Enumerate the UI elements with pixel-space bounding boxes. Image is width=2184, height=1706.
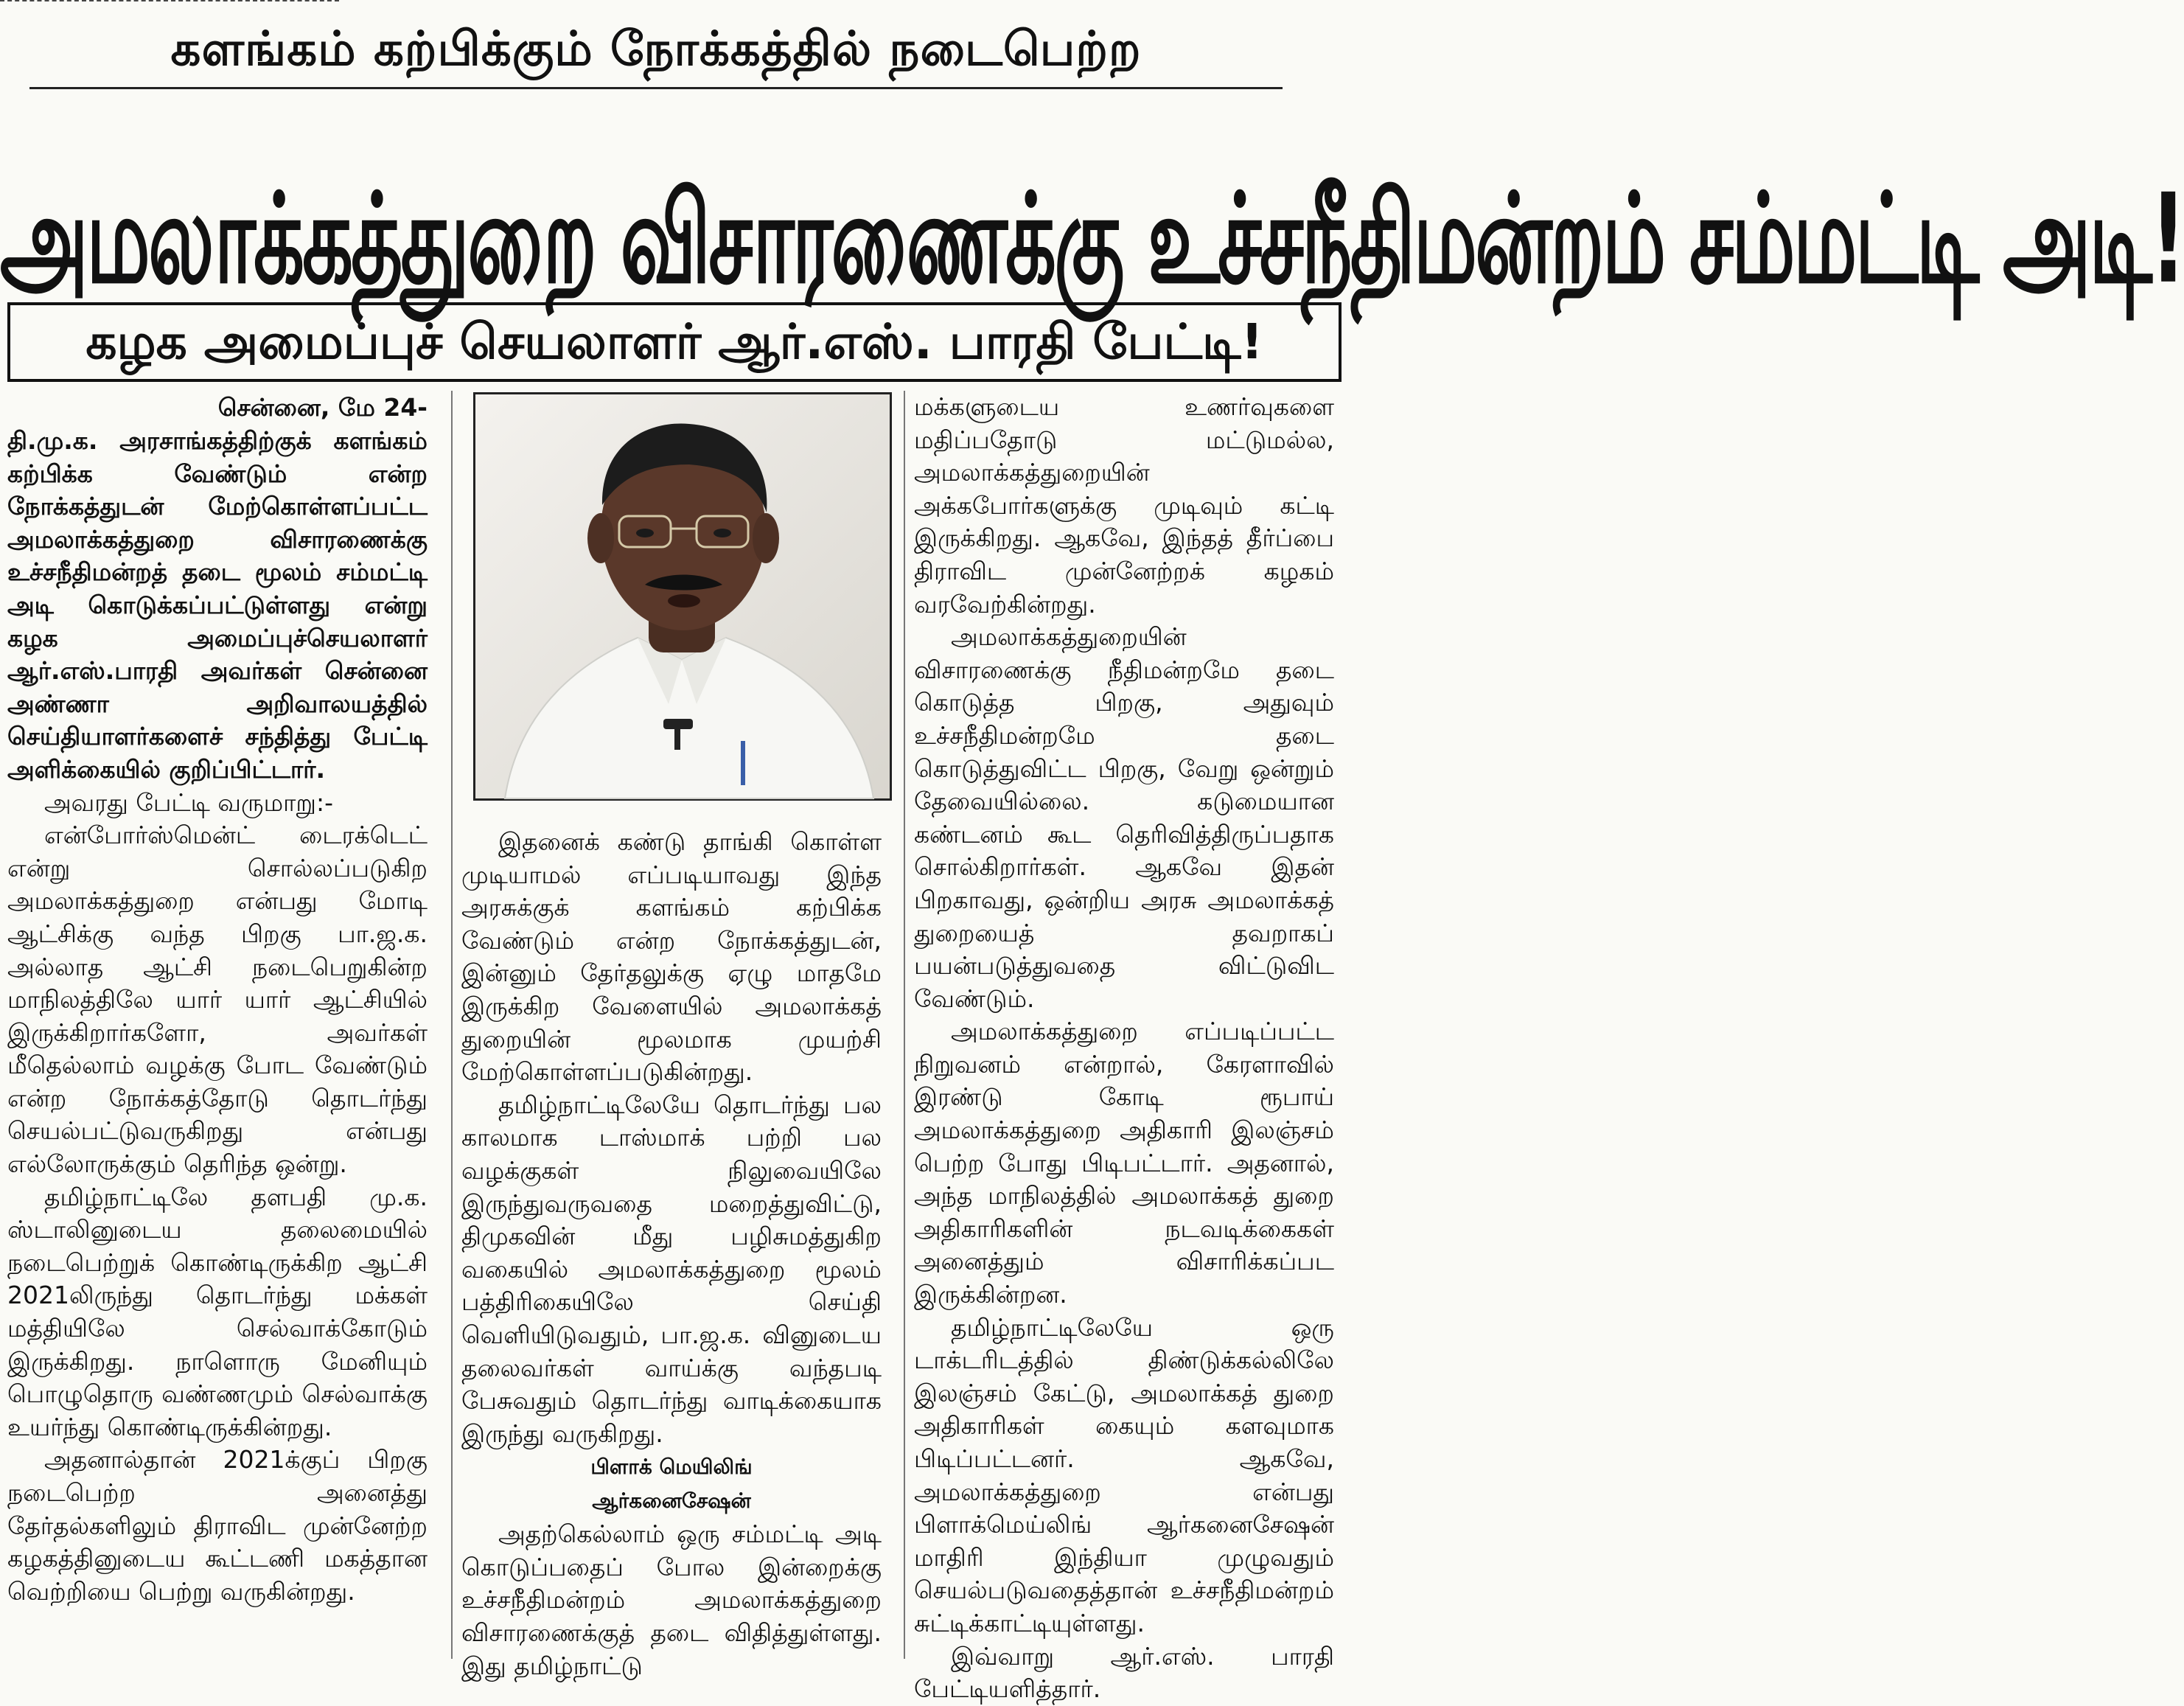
main-headline: அமலாக்கத்துறை விசாரணைக்கு உச்சநீதிமன்றம் சம்மட்டி அடி!	[0, 168, 2184, 312]
paragraph: அமலாக்கத்துறை எப்படிப்பட்ட நிறுவனம் என்றால், கேரளாவில் இரண்டு கோடி ரூபாய் அமலாக்கத்துறை அதிகாரி இலஞ்சம் பெற்ற போது பிடிபட்டார். அதனால், அந்த மாநிலத்தில் அமலாக்கத் துறை அதிகாரிகளின் நடவடிக்கைகள் அனைத்தும் விசாரிக்கப்பட இருக்கின்றன.	[914, 1017, 1334, 1309]
column-divider	[451, 391, 453, 1659]
kicker-headline: களங்கம் கற்பிக்கும் நோக்கத்தில் நடைபெற்ற	[170, 22, 1142, 77]
article-column-2	[461, 826, 882, 1682]
paragraph: இவ்வாறு ஆர்.எஸ். பாரதி பேட்டியளித்தார்.	[914, 1641, 1334, 1704]
dateline: சென்னை, மே 24-	[217, 393, 428, 422]
subheading: ஆர்கனைசேஷன்	[592, 1489, 751, 1514]
portrait-illustration	[475, 394, 890, 798]
lead-paragraph: தி.மு.க. அரசாங்கத்திற்குக் களங்கம் கற்பிக்க வேண்டும் என்ற நோக்கத்துடன் மேற்கொள்ளப்பட்ட அமலாக்கத்துறை விசாரணைக்கு உச்சநீதிமன்றத் தடை மூலம் சம்மட்டி அடி கொடுக்கப்பட்டுள்ளது என்று கழக அமைப்புச்செயலாளர் ஆர்.எஸ்.பாரதி அவர்கள் சென்னை அண்ணா அறிவாலயத்தில் செய்தியாளர்களைச் சந்தித்து பேட்டி அளிக்கையில் குறிப்பிட்டார்.	[7, 426, 428, 784]
paragraph: அதற்கெல்லாம் ஒரு சம்மட்டி அடி கொடுப்பதைப் போல இன்றைக்கு உச்சநீதிமன்றம் அமலாக்கத்துறை விசாரணைக்குத் தடை விதித்துள்ளது. இது தமிழ்நாட்டு	[461, 1519, 882, 1680]
paragraph: அதனால்தான் 2021க்குப் பிறகு நடைபெற்ற அனைத்து தேர்தல்களிலும் திராவிட முன்னேற்ற கழகத்தினுடைய கூட்டணி மகத்தான வெற்றியை பெற்று வருகின்றது.	[7, 1445, 428, 1606]
paragraph: அவரது பேட்டி வருமாறு:-	[44, 787, 333, 817]
column-divider	[904, 391, 905, 1659]
speaker-photo	[473, 392, 892, 801]
paragraph: மக்களுடைய உணர்வுகளை மதிப்பதோடு மட்டுமல்ல, அமலாக்கத்துறையின் அக்கபோர்களுக்கு முடிவும் கட்டி இருக்கிறது. ஆகவே, இந்தத் தீர்ப்பை திராவிட முன்னேற்றக் கழகம் வரவேற்கின்றது.	[914, 392, 1334, 619]
paragraph: தமிழ்நாட்டிலேயே ஒரு டாக்டரிடத்தில் திண்டுக்கல்லிலே இலஞ்சம் கேட்டு, அமலாக்கத் துறை அதிகாரிகள் கையும் களவுமாக பிடிப்பட்டனர். ஆகவே, அமலாக்கத்துறை என்பது பிளாக்மெய்லிங் ஆர்கனைசேஷன் மாதிரி இந்தியா முழுவதும் செயல்படுவதைத்தான் உச்சநீதிமன்றம் சுட்டிக்காட்டியுள்ளது.	[914, 1312, 1334, 1637]
article-column-3	[914, 391, 1334, 1706]
paragraph: என்போர்ஸ்மென்ட் டைரக்டெட் என்று சொல்லப்படுகிற அமலாக்கத்துறை என்பது மோடி ஆட்சிக்கு வந்த பிறகு பா.ஜ.க. அல்லாத ஆட்சி நடைபெறுகின்ற மாநிலத்திலே யார் யார் ஆட்சியில் இருக்கிறார்களோ, அவர்கள் மீதெல்லாம் வழக்கு போட வேண்டும் என்ற நோக்கத்தோடு தொடர்ந்து செயல்பட்டுவருகிறது என்பது எல்லோருக்கும் தெரிந்த ஒன்று.	[7, 821, 428, 1179]
article-column-1	[7, 391, 428, 1608]
kicker-rule	[29, 87, 1283, 89]
subhead: கழக அமைப்புச் செயலாளர் ஆர்.எஸ். பாரதி பேட்டி!	[86, 313, 1263, 370]
subheading: பிளாக் மெயிலிங்	[590, 1455, 753, 1480]
subhead-box	[7, 302, 1342, 382]
paragraph: தமிழ்நாட்டிலேயே தொடர்ந்து பல காலமாக டாஸ்மாக் பற்றி பல வழக்குகள் நிலுவையிலே இருந்துவருவதை மறைத்துவிட்டு, திமுகவின் மீது பழிசுமத்துகிற வகையில் அமலாக்கத்துறை மூலம் பத்திரிகையிலே செய்தி வெளியிடுவதும், பா.ஜ.க. வினுடைய தலைவர்கள் வாய்க்கு வந்தபடி பேசுவதும் தொடர்ந்து வாடிக்கையாக இருந்து வருகிறது.	[461, 1090, 882, 1448]
top-dashed-border	[0, 0, 339, 1]
paragraph: அமலாக்கத்துறையின் விசாரணைக்கு நீதிமன்றமே தடை கொடுத்த பிறகு, அதுவும் உச்சநீதிமன்றமே தடை கொடுத்துவிட்ட பிறகு, வேறு ஒன்றும் தேவையில்லை. கடுமையான கண்டனம் கூட தெரிவித்திருப்பதாக சொல்கிறார்கள். ஆகவே இதன் பிறகாவது, ஒன்றிய அரசு அமலாக்கத் துறையைத் தவறாகப் பயன்படுத்துவதை விட்டுவிட வேண்டும்.	[914, 622, 1334, 1013]
paragraph: தமிழ்நாட்டிலே தளபதி மு.க. ஸ்டாலினுடைய தலைமையில் நடைபெற்றுக் கொண்டிருக்கிற ஆட்சி 2021லிருந்து தொடர்ந்து மக்கள் மத்தியிலே செல்வாக்கோடும் இருக்கிறது. நாளொரு மேனியும் பொழுதொரு வண்ணமும் செல்வாக்கு உயர்ந்து கொண்டிருக்கின்றது.	[7, 1182, 428, 1441]
paragraph: இதனைக் கண்டு தாங்கி கொள்ள முடியாமல் எப்படியாவது இந்த அரசுக்குக் களங்கம் கற்பிக்க வேண்டும் என்ற நோக்கத்துடன், இன்னும் தேர்தலுக்கு ஏழு மாதமே இருக்கிற வேளையில் அமலாக்கத் துறையின் மூலமாக முயற்சி மேற்கொள்ளப்படுகின்றது.	[461, 827, 882, 1087]
